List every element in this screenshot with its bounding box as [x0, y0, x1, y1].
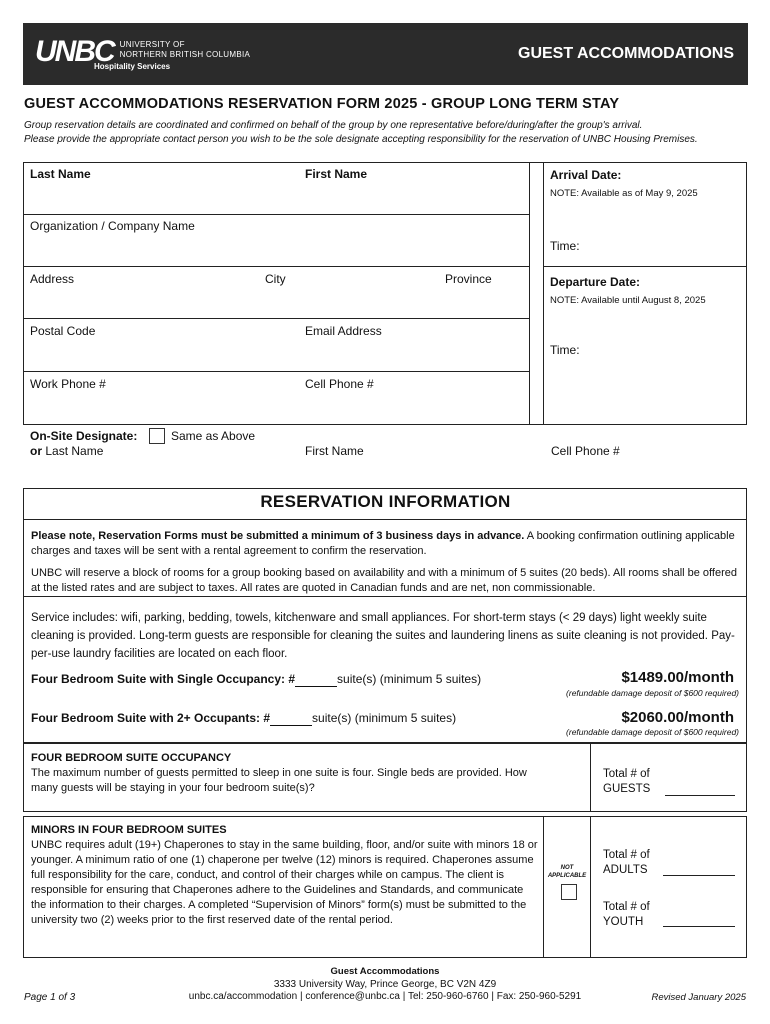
designate-or: or [30, 444, 42, 458]
logo-line2: NORTHERN BRITISH COLUMBIA [119, 50, 251, 59]
departure-note: NOTE: Available until August 8, 2025 [550, 295, 706, 306]
adults-line1: Total # of [603, 849, 650, 861]
youth-line2: YOUTH [603, 916, 644, 928]
suite1-price: $1489.00/month [621, 669, 734, 686]
total-adults-field[interactable] [663, 875, 735, 876]
email-field[interactable]: Email Address [305, 324, 382, 338]
suite1-label-text: Four Bedroom Suite with Single Occupancy: # [31, 672, 296, 686]
header-title: GUEST ACCOMMODATIONS [518, 45, 734, 62]
divider [23, 318, 530, 319]
arrival-date-field[interactable]: Arrival Date: [550, 168, 622, 182]
total-adults-label [603, 848, 650, 878]
adults-line2: ADULTS [603, 864, 648, 876]
logo-line1: UNIVERSITY OF [119, 40, 185, 49]
suite2-quantity-field[interactable] [270, 711, 312, 726]
occupancy-text: The maximum number of guests permitted to sleep in one suite is four. Single beds are provided. How many guests will be staying in your four bedroom suite(s)? [31, 767, 527, 794]
suite2-price: $2060.00/month [621, 709, 734, 726]
minors-title: MINORS IN FOUR BEDROOM SUITES [31, 824, 227, 836]
divider [590, 743, 591, 812]
intro-line1: Group reservation details are coordinated and confirmed on behalf of the group by one representative before/during/after the group's arrival. [24, 120, 643, 131]
na-line2: APPLICABLE [547, 873, 587, 879]
footer-contact: unbc.ca/accommodation | conference@unbc.ca | Tel: 250-960-6760 | Fax: 250-960-5291 [188, 991, 582, 1002]
designate-label: On-Site Designate: [30, 429, 138, 443]
form-title: GUEST ACCOMMODATIONS RESERVATION FORM 2025 - GROUP LONG TERM STAY [24, 96, 620, 112]
designate-first-name-field[interactable]: First Name [305, 444, 364, 458]
divider [23, 214, 530, 215]
address-field[interactable]: Address [30, 272, 75, 286]
divider [590, 816, 591, 958]
arrival-note: NOTE: Available as of May 9, 2025 [550, 188, 698, 199]
service-includes: Service includes: wifi, parking, bedding, towels, kitchenware and small appliances. For short-term stays (< 29 days) light weekly suite cleaning is provided. Long-term guests are responsible for cleaning the suites and laundering linens as suite cleaning is not provided. Pay-per-use laundry facilities are located on each floor. [31, 612, 735, 660]
not-applicable-label [545, 864, 589, 880]
arrival-time-field[interactable]: Time: [550, 239, 580, 253]
divider [543, 162, 544, 425]
suite2-rest: suite(s) (minimum 5 suites) [312, 711, 457, 725]
suite2-label-text: Four Bedroom Suite with 2+ Occupants: # [31, 711, 271, 725]
divider [23, 266, 530, 267]
designate-last-name-field[interactable]: Last Name [45, 444, 104, 458]
divider [543, 266, 747, 267]
work-phone-field[interactable]: Work Phone # [30, 377, 106, 391]
minors-text: UNBC requires adult (19+) Chaperones to stay in the same building, floor, and/or suite with minors 18 or younger. A minimum ratio of one (1) chaperone per twelve (12) minors is required. Chaperones assume full responsibility for the care, conduct, and control of their charges while on campus. The client is responsible for ensuring that Chaperones adhere to the Guidelines and Standards, and communicate the information to their charges. A completed “Supervision of Minors” form(s) must be submitted to the university two (2) weeks prior to the first reserved date of the rental period. [31, 839, 538, 926]
divider [23, 596, 747, 597]
na-line1: NOT [560, 865, 574, 871]
guests-line2: GUESTS [603, 783, 651, 795]
reservation-note [31, 529, 741, 559]
divider [23, 519, 747, 520]
total-guests-field[interactable] [665, 795, 735, 796]
same-as-above-checkbox[interactable] [149, 428, 165, 444]
postal-code-field[interactable]: Postal Code [30, 324, 96, 338]
total-youth-field[interactable] [663, 926, 735, 927]
footer-title: Guest Accommodations [330, 966, 440, 977]
reservation-note-bold: Please note, Reservation Forms must be submitted a minimum of 3 business days in advance. [31, 530, 525, 542]
logo-mark: UNBC [35, 35, 114, 68]
last-name-field[interactable]: Last Name [30, 167, 91, 181]
logo-text [120, 40, 250, 60]
organization-field[interactable]: Organization / Company Name [30, 219, 195, 233]
suite1-label [31, 672, 481, 687]
guests-line1: Total # of [603, 768, 650, 780]
header-banner [23, 23, 748, 85]
logo-subtitle: Hospitality Services [94, 62, 171, 71]
departure-time-field[interactable]: Time: [550, 343, 580, 357]
designate-cell-phone-field[interactable]: Cell Phone # [551, 444, 620, 458]
reservation-block-info: UNBC will reserve a block of rooms for a group booking based on availability and with a minimum of 5 suites (20 beds). All rooms shall be offered at the listed rates and are subject to taxes. All rates are quoted in Canadian funds and are net, non commissionable. [31, 567, 737, 594]
suite1-rest: suite(s) (minimum 5 suites) [337, 672, 482, 686]
intro-line2: Please provide the appropriate contact person you wish to be the sole designate accepting responsibility for the reservation of UNBC Housing Premises. [24, 134, 698, 145]
total-youth-label [603, 900, 650, 930]
suite2-label [31, 711, 456, 726]
occupancy-title: FOUR BEDROOM SUITE OCCUPANCY [31, 752, 232, 764]
divider [529, 162, 530, 425]
divider [23, 371, 530, 372]
first-name-field[interactable]: First Name [305, 167, 368, 181]
province-field[interactable]: Province [445, 272, 492, 286]
revised-date: Revised January 2025 [651, 992, 746, 1003]
not-applicable-checkbox[interactable] [561, 884, 577, 900]
footer-address: 3333 University Way, Prince George, BC V2N 4Z9 [273, 979, 497, 990]
contact-info-box [23, 162, 747, 425]
departure-date-field[interactable]: Departure Date: [550, 275, 641, 289]
suite1-quantity-field[interactable] [295, 672, 337, 687]
divider [543, 816, 544, 958]
youth-line1: Total # of [603, 901, 650, 913]
cell-phone-field[interactable]: Cell Phone # [305, 377, 374, 391]
city-field[interactable]: City [265, 272, 286, 286]
reservation-note-rest: A booking confirmation outlining applicable charges and taxes will be sent with a rental agreement to confirm the reservation. [31, 530, 735, 557]
total-guests-label [603, 767, 650, 797]
suite1-deposit: (refundable damage deposit of $600 required) [566, 688, 739, 698]
form-intro [24, 119, 698, 147]
reservation-title: RESERVATION INFORMATION [260, 492, 511, 511]
same-as-above-label: Same as Above [171, 429, 256, 443]
suite2-deposit: (refundable damage deposit of $600 required) [566, 727, 739, 737]
page-number: Page 1 of 3 [24, 992, 76, 1003]
